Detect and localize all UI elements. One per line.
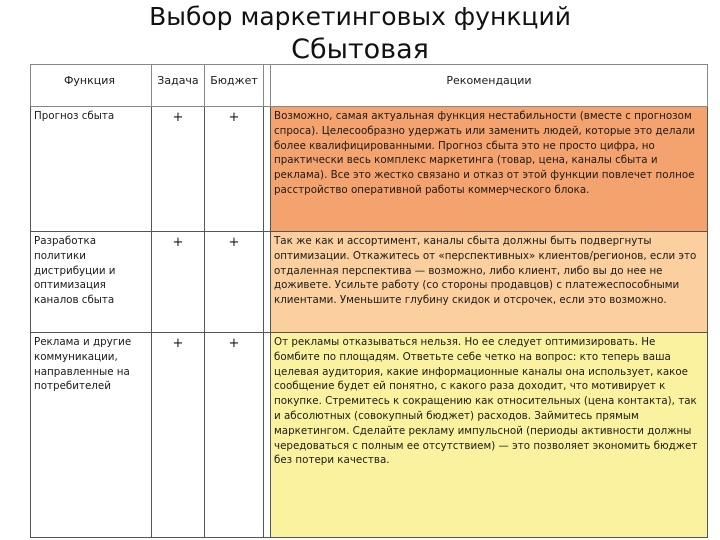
row-recommendation: От рекламы отказываться нельзя. Но ее следует оптимизировать. Не бомбите по площадям. Ответьте себе четко на вопрос: кто теперь ваша целевая аудитория, какие информационные каналы она использует, какое сообщение будет ей понятно, с какого раза доходит, что мотивирует к покупке. Стремитесь к сокращению как относительных (цена контакта), так и абсолютных (совокупный бюджет) расходов. Займитесь прямым маркетингом. Сделайте рекламу импульсной (периоды активности должны чередоваться с полным ее отсутствием) — это позволяет экономить бюджет без потери качества. (271, 333, 708, 538)
row-function: Прогноз сбыта (31, 107, 152, 232)
table-header-row (31, 65, 708, 107)
table-row (31, 232, 708, 333)
row-gap (264, 333, 271, 538)
header-gap (264, 65, 271, 107)
row-task-mark: + (152, 232, 205, 333)
table-row (31, 333, 708, 538)
row-gap (264, 232, 271, 333)
row-task-mark: + (152, 333, 205, 538)
row-recommendation: Возможно, самая актуальная функция нестабильности (вместе с прогнозом спроса). Целесообразно удержать или заменить людей, которые это делали более квалифицированными. Прогноз сбыта это не просто цифра, но практически весь комплекс маркетинга (товар, цена, каналы сбыта и реклама). Все это жестко связано и отказ от этой функции повлечет полное расстройство оперативной работы коммерческого блока. (271, 107, 708, 232)
row-budget-mark: + (205, 333, 264, 538)
table-row (31, 107, 708, 232)
page-title: Выбор маркетинговых функций (149, 2, 571, 31)
row-recommendation: Так же как и ассортимент, каналы сбыта должны быть подвергнуты оптимизации. Откажитесь от «перспективных» клиентов/регионов, если это отдаленная перспектива — возможно, либо клиент, либо вы до нее не доживете. Усильте работу (со стороны продавцов) с платежеспособными клиентами. Уменьшите глубину скидок и отсрочек, если это возможно. (271, 232, 708, 333)
row-budget-mark: + (205, 107, 264, 232)
header-recommendations: Рекомендации (271, 65, 708, 107)
row-function: Реклама и другие коммуникации, направленные на потребителей (31, 333, 152, 538)
page-subtitle: Сбытовая (291, 34, 429, 65)
header-budget: Бюджет (205, 65, 264, 107)
recommendations-table (30, 64, 708, 538)
row-function: Разработка политики дистрибуции и оптимизация каналов сбыта (31, 232, 152, 333)
row-task-mark: + (152, 107, 205, 232)
row-gap (264, 107, 271, 232)
header-task: Задача (152, 65, 205, 107)
row-budget-mark: + (205, 232, 264, 333)
header-function: Функция (31, 65, 152, 107)
